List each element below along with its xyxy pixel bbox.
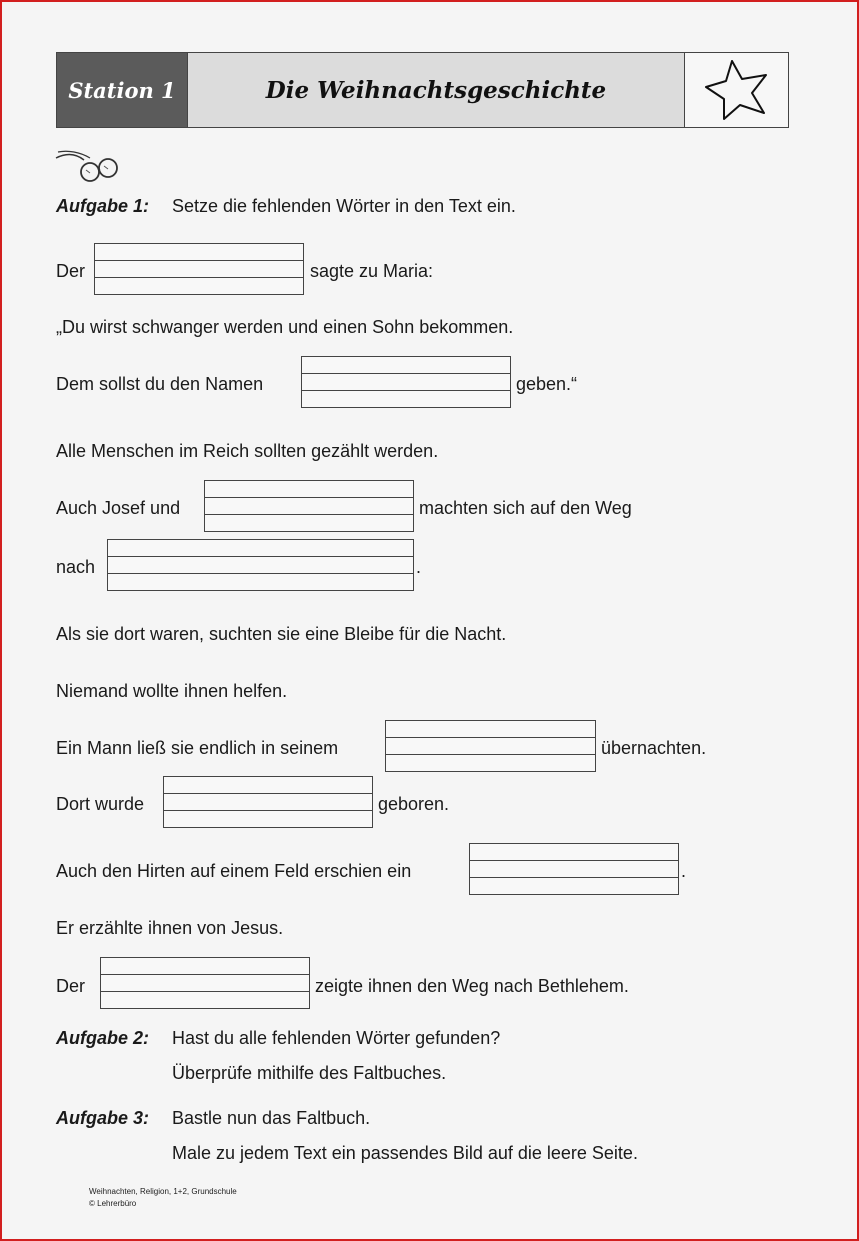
star-box — [685, 53, 788, 127]
story-s7: Als sie dort waren, suchten sie eine Bleibe für die Nacht. — [56, 624, 507, 644]
blank-1[interactable] — [94, 243, 304, 295]
story-s2: „Du wirst schwanger werden und einen Sohn bekommen. — [56, 317, 514, 337]
story-s6-post: . — [416, 557, 422, 577]
story-s8: Niemand wollte ihnen helfen. — [56, 681, 288, 701]
story-s13-pre: Der — [56, 976, 86, 996]
blank-7[interactable] — [469, 843, 679, 895]
blank-4[interactable] — [107, 539, 414, 591]
story-s13-post: zeigte ihnen den Weg nach Bethlehem. — [315, 976, 629, 996]
blank-3[interactable] — [204, 480, 414, 532]
glasses-icon — [54, 146, 122, 186]
star-icon — [702, 57, 772, 123]
task2-line2: Überprüfe mithilfe des Faltbuches. — [172, 1063, 447, 1083]
task1-label: Aufgabe 1: — [56, 196, 150, 216]
story-s10-pre: Dort wurde — [56, 794, 145, 814]
story-s11-post: . — [681, 861, 687, 881]
story-s12: Er erzählte ihnen von Jesus. — [56, 918, 284, 938]
story-s9-post: übernachten. — [601, 738, 707, 758]
blank-5[interactable] — [385, 720, 596, 772]
task3-line1: Bastle nun das Faltbuch. — [172, 1108, 371, 1128]
story-s6-pre: nach — [56, 557, 96, 577]
blank-6[interactable] — [163, 776, 373, 828]
task1-row — [56, 196, 516, 217]
task1-text: Setze die fehlenden Wörter in den Text ein. — [172, 196, 516, 216]
task3-row — [56, 1108, 370, 1129]
task2-row — [56, 1028, 500, 1049]
page-title: Die Weihnachtsgeschichte — [188, 53, 685, 127]
worksheet-header — [56, 52, 789, 128]
story-s3-post: geben.“ — [516, 374, 578, 394]
task2-line1: Hast du alle fehlenden Wörter gefunden? — [172, 1028, 501, 1048]
story-s1-post: sagte zu Maria: — [310, 261, 434, 281]
footer — [89, 1186, 237, 1210]
task2-label: Aufgabe 2: — [56, 1028, 150, 1048]
station-label: Station 1 — [57, 53, 188, 127]
task3-label: Aufgabe 3: — [56, 1108, 150, 1128]
story-s3-pre: Dem sollst du den Namen — [56, 374, 264, 394]
task3-line2: Male zu jedem Text ein passendes Bild auf die leere Seite. — [172, 1143, 638, 1163]
blank-8[interactable] — [100, 957, 310, 1009]
blank-2[interactable] — [301, 356, 511, 408]
story-s11-pre: Auch den Hirten auf einem Feld erschien ein — [56, 861, 412, 881]
story-s9-pre: Ein Mann ließ sie endlich in seinem — [56, 738, 339, 758]
story-s4: Alle Menschen im Reich sollten gezählt werden. — [56, 441, 439, 461]
story-s5-post: machten sich auf den Weg — [419, 498, 632, 518]
footer-line1: Weihnachten, Religion, 1+2, Grundschule — [89, 1187, 237, 1196]
story-s5-pre: Auch Josef und — [56, 498, 181, 518]
story-s1-pre: Der — [56, 261, 86, 281]
story-s10-post: geboren. — [378, 794, 450, 814]
footer-line2: © Lehrerbüro — [89, 1199, 137, 1208]
